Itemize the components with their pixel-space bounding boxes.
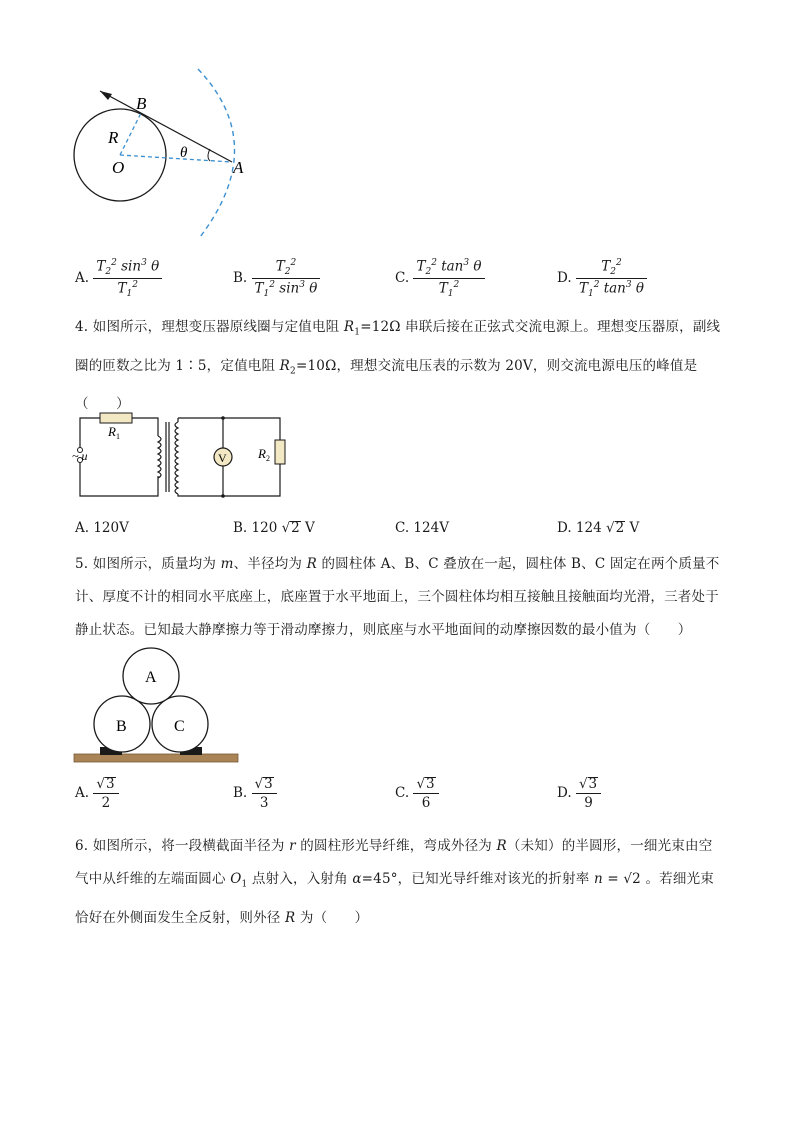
q4-text: 4. 如图所示，理想变压器原线圈与定值电阻 $R_1=12\Omega$ 串联后接在正弦式交流电源上。理想变压器原，副线圈的匝数之比为 1∶5，定值电阻 $R_2=10\Omega$，理想交流电压表的示数为 20V，则交流电源电压的峰值是（ ） [75,319,721,413]
label-B: B [136,94,147,113]
cylinders-figure [70,644,242,768]
q3-option-d[interactable] [557,258,647,299]
radius-OB [120,111,142,155]
label-C: C [174,718,185,735]
option-fraction: $\frac{T_2^2 \sin^3 \theta}{T_1^2}$ [93,258,162,299]
primary-coil [158,436,161,478]
option-fraction: $\frac{T_2^2}{T_1^2 \sin^3 \theta}$ [252,258,321,299]
q4-option-a[interactable]: A. 120V [75,520,129,536]
source-label: ~ u [72,449,88,463]
option-letter: C. [395,270,410,287]
option-fraction: $\frac{√3}{2}$ [93,776,118,811]
q3-option-c[interactable] [395,258,485,299]
angle-arc [208,149,210,161]
option-letter: C. [395,520,410,536]
resistor-R1 [100,413,132,423]
option-fraction: $\frac{√3}{6}$ [413,776,438,811]
resistor-R2 [275,440,285,464]
option-letter: B. [233,785,248,801]
q5-option-a[interactable] [75,776,119,811]
q6-text: 6. 如图所示，将一段横截面半径为 r 的圆柱形光导纤维，弯成外径为 R（未知）的半圆形，一细光束由空气中从纤维的左端面圆心 $O_1$ 点射入，入射角 α=45°，已知光导纤维对该光的折射率 n = √2 。若细光束恰好在外侧面发生全反射，则外径 R 为（ ） [75,838,714,926]
q5-option-b[interactable] [233,776,277,811]
option-fraction: $\frac{√3}{9}$ [576,776,601,811]
q4-option-c[interactable]: C. 124V [395,520,449,536]
q4-option-d[interactable]: D. 124 √2 V [557,520,640,536]
q3-option-a[interactable] [75,258,162,299]
ground [74,754,238,762]
voltmeter-label: V [218,451,227,465]
option-letter: B. [233,520,248,536]
q4-option-b[interactable]: B. 120 √2 V [233,520,315,536]
arrow-head [100,91,112,100]
option-letter: B. [233,270,248,287]
q5-text: 5. 如图所示，质量均为 m、半径均为 R 的圆柱体 A、B、C 叠放在一起，圆柱体 B、C 固定在两个质量不计、厚度不计的相同水平底座上，底座置于水平地面上，三个圆柱体均相互接触且接触面均光滑，三者处于静止状态。已知最大静摩擦力等于滑动摩擦力，则底座与水平地面间的动摩擦因数的最小值为（ ） [75,556,720,638]
circuit-diagram [70,408,290,503]
label-theta: θ [180,145,188,161]
q5-option-d[interactable] [557,776,601,811]
R2-label: $R_2$ [258,446,270,463]
line-OA [120,155,232,162]
q3-option-b[interactable] [233,258,320,299]
R1-label: $R_1$ [108,424,120,441]
q5-option-c[interactable] [395,776,439,811]
label-R: R [108,128,119,147]
option-letter: D. [557,785,572,801]
secondary-coil [175,422,178,494]
option-letter: A. [75,785,90,801]
label-A: A [233,158,244,177]
option-fraction: $\frac{T_2^2}{T_1^2 \tan^3 \theta}$ [576,258,647,299]
option-letter: D. [557,270,572,287]
option-fraction: $\frac{√3}{3}$ [252,776,277,811]
label-A: A [145,669,157,686]
option-fraction: $\frac{T_2^2 \tan^3 \theta}{T_1^2}$ [413,258,484,299]
option-letter: D. [557,520,572,536]
figure-orbit-tangent [70,65,270,245]
label-O: O [112,158,125,177]
option-letter: A. [75,520,90,536]
label-B: B [116,718,127,735]
option-letter: C. [395,785,410,801]
option-letter: A. [75,270,90,287]
